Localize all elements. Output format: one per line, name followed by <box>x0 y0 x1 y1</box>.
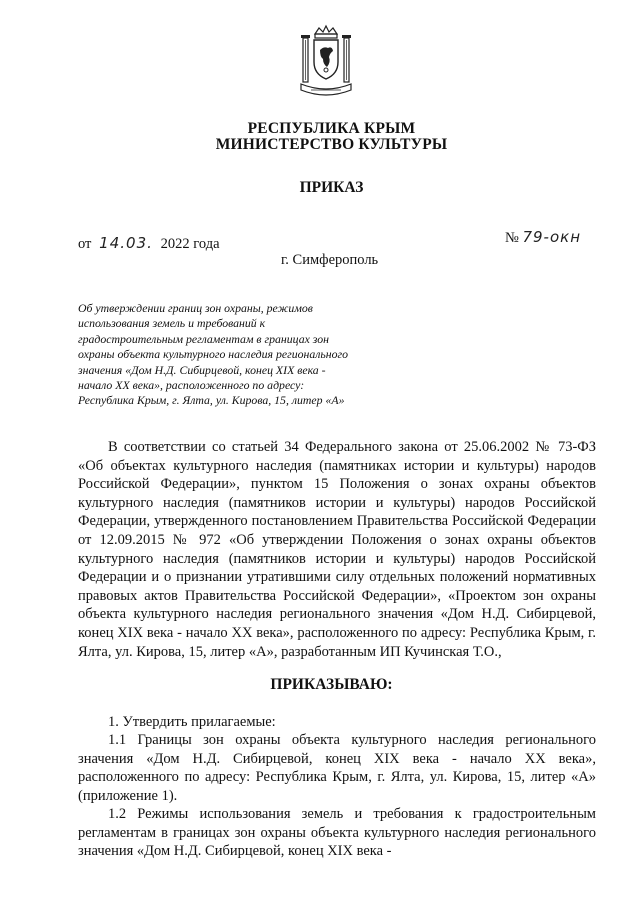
handwritten-number: 79-окн <box>522 228 582 246</box>
subject-line: охраны объекта культурного наследия регионального <box>78 347 349 362</box>
item-1-1: 1.1 Границы зон охраны объекта культурного наследия регионального значения «Дом Н.Д. Сибирцевой, конец XIX века - начало XX века», расположенного по адресу: Республика Крым, г. Ялта, ул. Кирова, 15, литер «А» (приложение 1). <box>78 732 596 804</box>
subject-line: использования земель и требований к <box>78 316 266 331</box>
subject-line: начало XX века», расположенного по адресу: <box>78 378 305 393</box>
republic-heading: РЕСПУБЛИКА КРЫМ <box>247 120 416 137</box>
ministry-heading: МИНИСТЕРСТВО КУЛЬТУРЫ <box>215 136 448 153</box>
date-year: 2022 года <box>160 236 220 252</box>
order-subject <box>78 301 390 409</box>
handwritten-date: 14.03. <box>99 234 153 252</box>
coat-of-arms-emblem <box>297 24 355 98</box>
order-number <box>505 228 581 247</box>
number-sign: № <box>505 230 519 246</box>
order-directive: ПРИКАЗЫВАЮ: <box>270 676 393 693</box>
subject-line: Об утверждении границ зон охраны, режимов <box>78 301 313 315</box>
subject-line: значения «Дом Н.Д. Сибирцевой, конец XIX века - <box>78 362 326 377</box>
city-line: г. Симферополь <box>281 252 379 268</box>
date-prefix: от <box>78 236 92 252</box>
preamble-paragraph: В соответствии со статьей 34 Федерального закона от 25.06.2002 № 73-ФЗ «Об объектах культурного наследия (памятниках истории и культуры) народов Российской Федерации», пунктом 15 Положения о зонах охраны объектов культурного наследия (памятников истории и культуры) народов Российской Федерации, утвержденного постановлением Правительства Российской Федерации от 12.09.2015 № 972 «Об утверждении Положения о зонах охраны объектов культурного наследия (памятников истории и культуры) народов Российской Федерации и о признании утратившими силу отдельных положений нормативных правовых актов Правительства Российской Федерации», «Проектом зон охраны объекта культурного наследия регионального значения «Дом Н.Д. Сибирцевой, конец XIX века - начало XX века», расположенного по адресу: Республика Крым, г. Ялта, ул. Кирова, 15, литер «А», разработанным ИП Кучинская Т.О., <box>78 439 596 660</box>
item-1: 1. Утвердить прилагаемые: <box>108 714 276 730</box>
subject-line: градостроительным регламентам в границах зон <box>78 331 329 346</box>
order-date <box>78 234 220 253</box>
order-title: ПРИКАЗ <box>299 179 364 196</box>
subject-line: Республика Крым, г. Ялта, ул. Кирова, 15, литер «А» <box>78 393 345 408</box>
item-1-2: 1.2 Режимы использования земель и требования к градостроительным регламентам в границах зон охраны объекта культурного наследия регионального значения «Дом Н.Д. Сибирцевой, конец XIX века - <box>78 806 596 860</box>
